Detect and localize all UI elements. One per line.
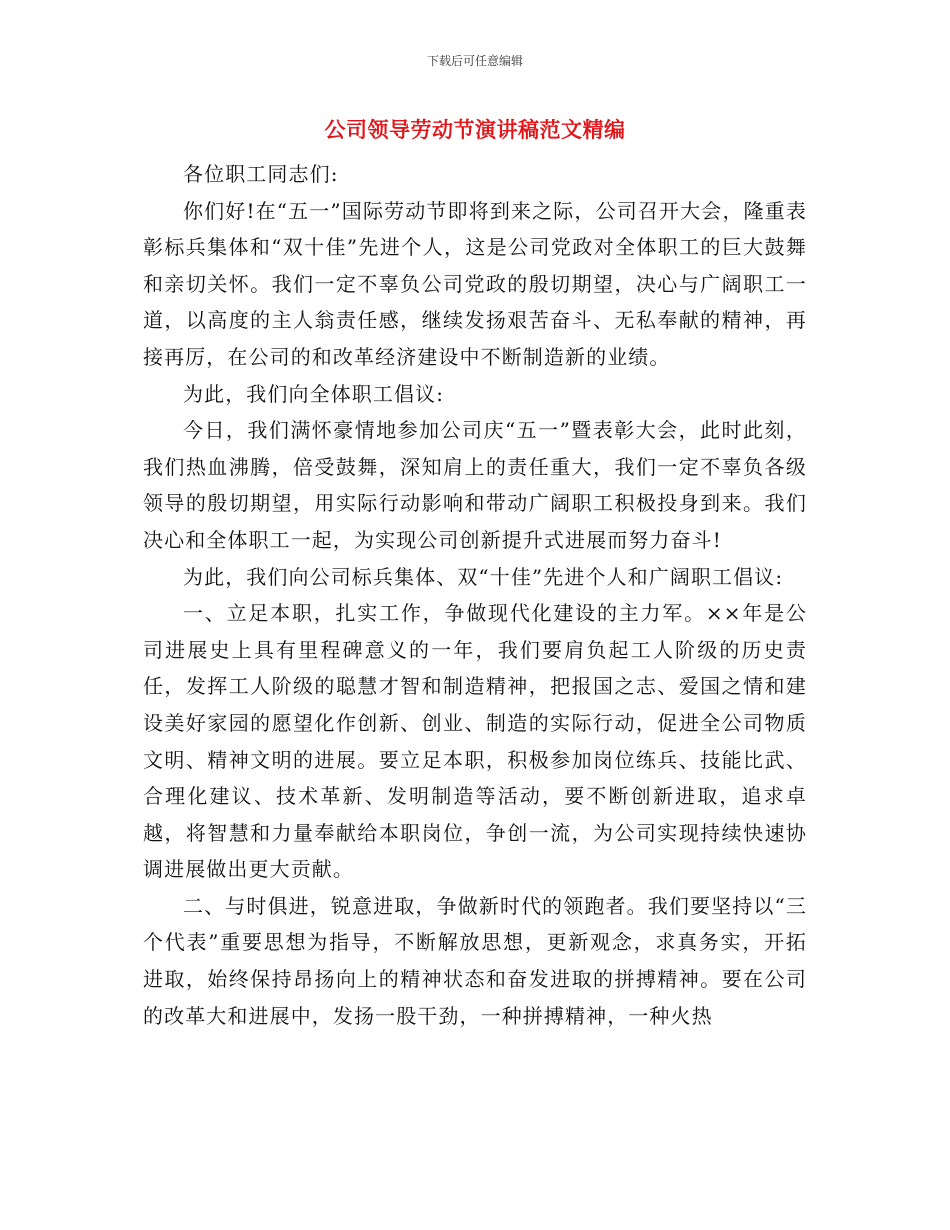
document-title: 公司领导劳动节演讲稿范文精编 <box>324 118 626 142</box>
page-header: 下载后可任意编辑 <box>426 54 523 68</box>
paragraph-greeting: 你们好!在“五一”国际劳动节即将到来之际，公司召开大会，隆重表彰标兵集体和“双十佳”先进个人，这是公司党政对全体职工的巨大鼓舞和亲切关怀。我们一定不辜负公司党政的殷切期望，决心与广阔职工一道，以高度的主人翁责任感，继续发扬艰苦奋斗、无私奉献的精神，再接再厉，在公司的和改革经济建设中不断制造新的业绩。 <box>143 198 807 369</box>
salutation: 各位职工同志们: <box>183 162 339 186</box>
paragraph-today: 今日，我们满怀豪情地参加公司庆“五一”暨表彰大会，此时此刻，我们热血沸腾，倍受鼓舞，深知肩上的责任重大，我们一定不辜负各级领导的殷切期望，用实际行动影响和带动广阔职工积极投身到来。我们决心和全体职工一起，为实现公司创新提升式进展而努力奋斗! <box>143 418 807 552</box>
paragraph-point-one: 一、立足本职，扎实工作，争做现代化建设的主力军。××年是公司进展史上具有里程碑意义的一年，我们要肩负起工人阶级的历史责任，发挥工人阶级的聪慧才智和制造精神，把报国之志、爱国之情和建设美好家园的愿望化作创新、创业、制造的实际行动，促进全公司物质文明、精神文明的进展。要立足本职，积极参加岗位练兵、技能比武、合理化建议、技术革新、发明制造等活动，要不断创新进取，追求卓越，将智慧和力量奉献给本职岗位，争创一流，为公司实现持续快速协调进展做出更大贡献。 <box>143 601 807 882</box>
paragraph-point-two: 二、与时俱进，锐意进取，争做新时代的领跑者。我们要坚持以“三个代表”重要思想为指导，不断解放思想，更新观念，求真务实，开拓进取，始终保持昂扬向上的精神状态和奋发进取的拼搏精神。要在公司的改革大和进展中，发扬一股干劲，一种拼搏精神，一种火热 <box>143 893 807 1028</box>
paragraph-proposal-targets: 为此，我们向公司标兵集体、双“十佳”先进个人和广阔职工倡议: <box>183 564 784 589</box>
document-body <box>143 156 807 1034</box>
paragraph-proposal-intro: 为此，我们向全体职工倡议: <box>183 381 445 406</box>
